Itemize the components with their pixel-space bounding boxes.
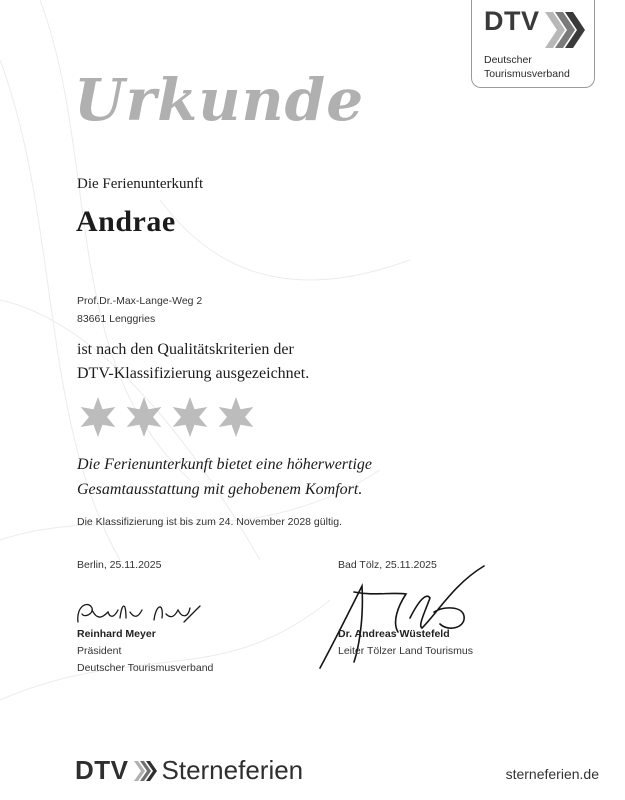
description-line-2: Gesamtausstattung mit gehobenem Komfort.: [77, 481, 363, 498]
right-signature-image: [314, 562, 494, 678]
property-name: Andrae: [76, 205, 176, 238]
star-icon: [81, 397, 116, 437]
footer-url: sterneferien.de: [505, 766, 599, 782]
left-signature-image: [74, 596, 204, 628]
right-signer-name: Dr. Andreas Wüstefeld: [338, 628, 450, 640]
intro-text: Die Ferienunterkunft: [77, 176, 204, 192]
address-city: 83661 Lenggries: [77, 313, 156, 325]
footer-brand: Sterneferien: [161, 755, 304, 785]
dtv-logo-line2: Tourismusverband: [484, 68, 570, 80]
right-signer-role: Leiter Tölzer Land Tourismus: [338, 645, 474, 657]
footer-logo-mark: DTV: [75, 755, 129, 785]
footer-logo: [75, 755, 303, 786]
footer-chevron-icon: [133, 759, 159, 783]
description-line-1: Die Ferienunterkunft bietet eine höherwertige: [77, 456, 373, 473]
dtv-chevron-icon: [543, 10, 587, 50]
address-street: Prof.Dr.-Max-Lange-Weg 2: [77, 295, 203, 307]
star-icon: [127, 397, 162, 437]
star-icon: [219, 397, 254, 437]
star-icon: [173, 397, 208, 437]
validity-text: Die Klassifizierung ist bis zum 24. November 2028 gültig.: [77, 516, 342, 528]
left-signer-organization: Deutscher Tourismusverband: [77, 662, 214, 674]
certificate-title: Urkunde: [74, 66, 365, 134]
dtv-logo: [471, 0, 595, 88]
statement-line-2: DTV-Klassifizierung ausgezeichnet.: [77, 365, 310, 382]
left-place-date: Berlin, 25.11.2025: [77, 559, 162, 571]
statement-line-1: ist nach den Qualitätskriterien der: [77, 341, 294, 358]
dtv-logo-mark: DTV: [484, 6, 540, 36]
dtv-logo-line1: Deutscher: [484, 54, 532, 66]
star-rating: [78, 396, 262, 440]
right-place-date: Bad Tölz, 25.11.2025: [338, 559, 437, 571]
left-signer-role: Präsident: [77, 645, 122, 657]
left-signer-name: Reinhard Meyer: [77, 628, 156, 640]
